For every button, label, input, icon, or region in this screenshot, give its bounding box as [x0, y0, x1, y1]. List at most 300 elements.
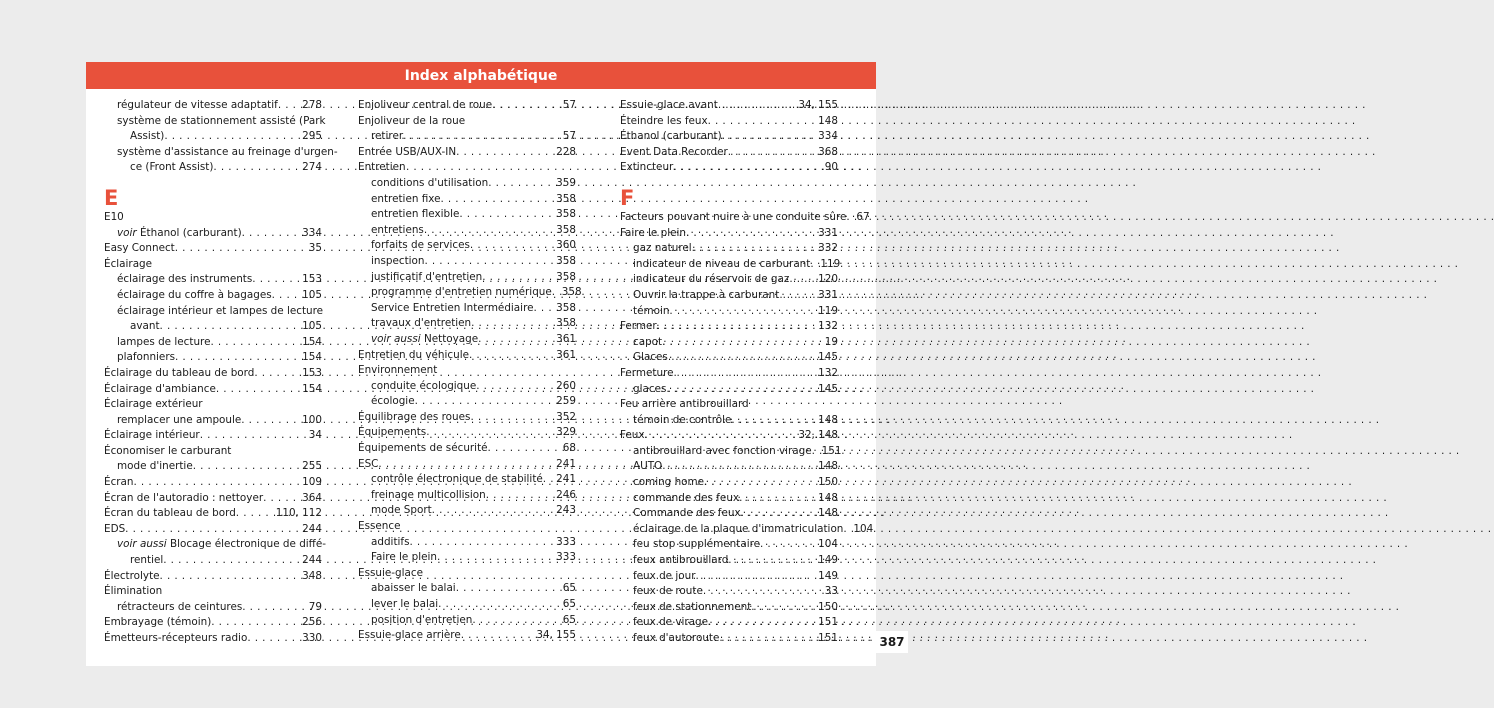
index-entry [104, 475, 322, 491]
index-entry [358, 270, 576, 286]
index-entry [620, 226, 838, 242]
entry-text: remplacer une ampoule [117, 413, 242, 426]
entry-text: Éthanol (carburant) [139, 226, 242, 239]
page-ref: 348 [302, 569, 322, 582]
index-entry [358, 254, 576, 270]
entry-text: glaces [633, 382, 667, 395]
index-entry [620, 444, 842, 460]
entry-text: Écran [104, 476, 134, 489]
dot-leader [242, 600, 304, 616]
index-entry [358, 192, 576, 208]
page-ref: 148 [818, 507, 838, 520]
entry-text: Glaces [633, 351, 668, 364]
dot-leader [278, 98, 298, 114]
entry-text: AUTO [633, 460, 663, 473]
entry-text: Fermer [620, 320, 657, 333]
index-entry [620, 569, 838, 585]
page-ref: 19 [824, 335, 838, 348]
entry-text: contrôle électronique de stabilité [371, 473, 543, 486]
page-ref: 148 [818, 491, 838, 504]
page-ref: 334 [302, 226, 322, 239]
dot-leader [459, 207, 552, 223]
entry-text: rétracteurs de ceintures [117, 600, 243, 613]
page-ref: 243 [556, 504, 576, 517]
page-ref: 33 [824, 585, 838, 598]
entry-text: gaz naturel [633, 242, 692, 255]
dot-leader [472, 613, 558, 629]
entry-text: Équilibrage des roues [358, 410, 471, 423]
index-entry [620, 366, 838, 382]
entry-text: Embrayage (témoin) [104, 616, 212, 629]
dot-leader [263, 491, 298, 507]
index-entry [358, 550, 576, 566]
entry-text: Faire le plein [371, 551, 437, 564]
page-ref: 329 [556, 426, 576, 439]
dot-leader [471, 316, 552, 332]
page-ref: 358 [556, 208, 576, 221]
index-entry [104, 615, 322, 631]
page-ref: 333 [556, 535, 576, 548]
dot-leader [438, 597, 559, 613]
page-ref: 358 [556, 192, 576, 205]
index-entry [104, 257, 322, 273]
entry-text: ESC [358, 457, 379, 470]
dot-leader [669, 304, 814, 320]
index-column-1 [104, 98, 338, 647]
index-entry [620, 615, 838, 631]
entry-text: Fermeture [620, 366, 674, 379]
page-ref: 246 [556, 488, 576, 501]
dot-leader [470, 238, 552, 254]
dot-leader [378, 457, 552, 473]
entry-text: feux de route [633, 585, 703, 598]
index-entry [104, 600, 322, 616]
dot-leader [486, 488, 552, 504]
entry-text: rentiel [130, 554, 164, 567]
index-entry [104, 491, 322, 507]
dot-leader [432, 503, 552, 519]
entry-text: Feux [620, 429, 645, 442]
dot-leader [160, 319, 299, 335]
page-ref: 330 [302, 632, 322, 644]
dot-leader [662, 459, 814, 475]
page-number: 387 [876, 631, 908, 653]
entry-text: témoin de contrôle [633, 413, 732, 426]
page-ref: 109 [302, 476, 322, 489]
index-entry [620, 241, 838, 257]
page-ref: 90 [824, 161, 838, 174]
page-ref: 32, 148 [798, 429, 838, 442]
index-entry [358, 581, 576, 597]
entry-text: E10 [104, 210, 124, 223]
page-ref: 332 [818, 242, 838, 255]
dot-leader [193, 459, 298, 475]
entry-text: lever le balai [371, 598, 439, 610]
index-entry [358, 488, 576, 504]
page-ref: 151 [818, 632, 838, 644]
entry-text: retirer [371, 130, 404, 143]
dot-leader [492, 98, 559, 114]
entry-text: feux de virage [633, 616, 709, 629]
entry-text: Élimination [104, 585, 163, 598]
entry-text: écologie [371, 395, 415, 408]
entry-text: mode d'inertie [117, 460, 193, 473]
dot-leader [200, 428, 305, 444]
entry-text: entretiens [371, 223, 424, 236]
dot-leader [708, 114, 815, 130]
index-entry [358, 566, 576, 582]
index-entry [104, 288, 322, 304]
index-entry [358, 176, 576, 192]
entry-text: Éclairage [104, 257, 153, 270]
index-entry [104, 145, 338, 161]
page-ref: 368 [818, 145, 838, 158]
entry-text: Éclairage du tableau de bord [104, 366, 255, 379]
index-entry [620, 631, 838, 647]
entry-text: Équipements de sécurité [358, 442, 488, 455]
page-ref: 145 [818, 351, 838, 364]
index-entry [104, 272, 322, 288]
index-column-2 [358, 98, 582, 644]
entry-text: feux de jour [633, 569, 696, 582]
index-entry [104, 98, 322, 114]
index-entry [620, 537, 838, 553]
index-entry [358, 472, 576, 488]
index-entry [620, 584, 838, 600]
entry-text: Essuie-glace [358, 566, 423, 579]
entry-text: entretien fixe [371, 192, 441, 205]
page-ref: 358 [556, 301, 576, 314]
entry-text: Éclairage extérieur [104, 398, 203, 411]
entry-text: Event Data Recorder [620, 145, 728, 158]
page-ref: 104 [818, 538, 838, 551]
index-entry [620, 413, 838, 429]
page-ref: 241 [556, 473, 576, 486]
index-entry [620, 350, 838, 366]
entry-text: système d'assistance au freinage d'urgen- [117, 145, 338, 158]
page-ref: 358 [556, 317, 576, 330]
index-entry [104, 537, 326, 553]
see-reference: voir aussi [117, 538, 167, 551]
index-entry [620, 459, 838, 475]
index-entry [358, 114, 576, 130]
dot-leader [488, 441, 559, 457]
entry-text: commande des feux [633, 491, 740, 504]
page-ref: 256 [302, 616, 322, 629]
dot-leader [534, 301, 553, 317]
entry-text: Éthanol (carburant) [620, 130, 722, 143]
entry-text: Extincteur [620, 161, 674, 174]
dot-leader [476, 379, 552, 395]
page-ref: 100 [302, 413, 322, 426]
dot-leader [674, 366, 815, 382]
entry-text: Enjoliveur de la roue [358, 114, 466, 127]
index-entry [620, 553, 838, 569]
entry-text: Nettoyage [423, 332, 479, 345]
entry-text: Environnement [358, 364, 438, 377]
dot-leader [456, 145, 552, 161]
page-ref: 120 [818, 273, 838, 286]
dot-leader [703, 584, 821, 600]
entry-text: coming home [633, 476, 705, 489]
dot-leader [488, 176, 552, 192]
page-ref: 34, 155 [798, 99, 838, 111]
index-entry [104, 459, 322, 475]
entry-text: antibrouillard avec fonction virage [633, 444, 812, 457]
dot-leader [668, 350, 814, 366]
index-entry [620, 160, 838, 176]
dot-leader [441, 192, 553, 208]
page-ref: 359 [556, 176, 576, 189]
entry-text: additifs [371, 535, 410, 548]
section-letter: F [620, 186, 635, 211]
entry-text: inspection [371, 254, 425, 267]
dot-leader [662, 335, 821, 351]
dot-leader [241, 413, 298, 429]
index-entry [620, 210, 870, 226]
index-entry [620, 114, 838, 130]
index-entry [104, 129, 322, 145]
dot-leader [456, 581, 559, 597]
index-column-3 [620, 98, 874, 647]
index-entry [358, 394, 576, 410]
entry-text: Économiser le carburant [104, 444, 232, 457]
dot-leader [692, 241, 815, 257]
index-entry [620, 145, 838, 161]
dot-leader [657, 319, 814, 335]
page-ref: 34, 155 [536, 629, 576, 642]
page-ref: 79 [308, 600, 322, 613]
index-entry [104, 304, 322, 320]
page-ref: 358 [556, 270, 576, 283]
entry-text: Facteurs pouvant nuire à une conduite sûre [620, 210, 847, 223]
page-ref: 65 [562, 613, 576, 626]
index-entry [104, 382, 322, 398]
dot-leader [213, 160, 298, 176]
index-entry [620, 428, 838, 444]
entry-text: Équipements [358, 426, 427, 439]
entry-text: Commande des feux [633, 507, 741, 520]
index-entry [358, 535, 576, 551]
index-entry [358, 519, 576, 535]
entry-text: Enjoliveur central de roue [358, 99, 493, 111]
section-letter: E [104, 186, 119, 211]
dot-leader [211, 615, 298, 631]
entry-text: Écran de l'autoradio : nettoyer [104, 491, 264, 504]
page-ref: 132 [818, 366, 838, 379]
page-ref: 148 [818, 460, 838, 473]
index-entry [358, 207, 576, 223]
entry-text: Blocage électronique de diffé- [169, 538, 326, 551]
dot-leader [461, 628, 533, 644]
index-entry [358, 503, 576, 519]
index-entry [358, 129, 576, 145]
index-entry [104, 319, 322, 335]
index-entry [104, 506, 322, 522]
page-ref: 361 [556, 332, 576, 345]
index-entry [358, 301, 576, 317]
index-entry [104, 569, 322, 585]
index-entry [620, 319, 838, 335]
index-entry [620, 397, 838, 413]
dot-leader [673, 160, 820, 176]
dot-leader [272, 288, 299, 304]
page-ref: 105 [302, 288, 322, 301]
entry-text: EDS [104, 522, 126, 535]
page-ref: 259 [556, 395, 576, 408]
index-entry [358, 316, 576, 332]
dot-leader [426, 425, 552, 441]
index-entry [358, 145, 576, 161]
index-entry [620, 522, 874, 538]
page-ref: 334 [818, 130, 838, 143]
entry-text: entretien flexible [371, 208, 460, 221]
dot-leader [731, 413, 814, 429]
page-ref: 145 [818, 382, 838, 395]
page-ref: 278 [302, 99, 322, 111]
entry-text: Feu arrière antibrouillard [620, 398, 749, 411]
index-entry [104, 350, 322, 366]
index-entry [620, 506, 838, 522]
page-ref: 274 [302, 161, 322, 174]
dot-leader [409, 535, 552, 551]
page-ref: 148 [818, 413, 838, 426]
page-ref: 260 [556, 379, 576, 392]
entry-text: Entretien [358, 161, 406, 174]
page-ref: 35 [308, 242, 322, 255]
page-ref: 34 [308, 429, 322, 442]
entry-text: témoin [633, 304, 670, 317]
page-ref: 352 [556, 410, 576, 423]
entry-text: Essuie-glace avant [620, 99, 718, 111]
entry-text: Essuie-glace arrière [358, 629, 461, 642]
index-entry [104, 241, 322, 257]
entry-text: abaisser le balai [371, 582, 456, 595]
index-entry [620, 600, 838, 616]
page-ref: 361 [556, 348, 576, 361]
index-entry [104, 631, 322, 647]
index-entry [358, 238, 576, 254]
index-entry [358, 379, 576, 395]
dot-leader [722, 129, 814, 145]
entry-text: position d'entretien [371, 613, 473, 626]
page-ref: 119 [818, 304, 838, 317]
page-ref: 295 [302, 130, 322, 143]
dot-leader [666, 382, 814, 398]
page-ref: 132 [818, 320, 838, 333]
page-ref: 150 [818, 476, 838, 489]
page-ref: 153 [302, 273, 322, 286]
index-entry [358, 441, 576, 457]
dot-leader [236, 506, 272, 522]
index-entry [358, 363, 576, 379]
page-ref: 331 [818, 226, 838, 239]
index-entry [104, 413, 322, 429]
dot-leader [134, 475, 299, 491]
entry-text: travaux d'entretien [371, 317, 472, 330]
dot-leader [728, 553, 814, 569]
see-reference: voir aussi [371, 332, 421, 345]
dot-leader [175, 241, 305, 257]
dot-leader [695, 569, 814, 585]
entry-text: régulateur de vitesse adaptatif [117, 99, 278, 111]
index-entry [104, 444, 322, 460]
entry-text: ce (Front Assist) [130, 161, 214, 174]
dot-leader [760, 537, 814, 553]
dot-leader [708, 615, 814, 631]
index-entry [358, 285, 582, 301]
entry-text: Électrolyte [104, 569, 160, 582]
entry-text: conduite écologique [371, 379, 477, 392]
dot-leader [424, 223, 552, 239]
index-entry [620, 335, 838, 351]
dot-leader [125, 522, 298, 538]
entry-text: Entretien du véhicule [358, 348, 469, 361]
entry-text: Émetteurs-récepteurs radio [104, 632, 248, 644]
page-ref: 149 [818, 554, 838, 567]
dot-leader [482, 270, 552, 286]
dot-leader [254, 366, 298, 382]
entry-text: freinage multicollision [371, 488, 486, 501]
page-ref: 244 [302, 554, 322, 567]
dot-leader [437, 550, 552, 566]
dot-leader [415, 394, 553, 410]
page-ref: 110, 112 [275, 507, 322, 520]
index-entry [104, 160, 322, 176]
entry-text: Éteindre les feux [620, 114, 708, 127]
entry-text: capot [633, 335, 663, 348]
dot-leader [741, 506, 815, 522]
entry-text: feux de stationnement [633, 600, 752, 613]
dot-leader [779, 288, 814, 304]
index-entry [620, 491, 838, 507]
entry-text: justificatif d'entretien [371, 270, 483, 283]
index-entry [358, 425, 576, 441]
index-entry [358, 628, 576, 644]
page-ref: 104 [853, 522, 874, 535]
entry-text: éclairage intérieur et lampes de lecture [117, 304, 324, 317]
page-ref: 360 [556, 239, 576, 252]
index-entry [620, 129, 838, 145]
page-ref: 57 [562, 99, 576, 111]
page-ref: 150 [818, 600, 838, 613]
index-entry [358, 223, 576, 239]
entry-text: indicateur de niveau de carburant [633, 257, 811, 270]
page-ref: 358 [556, 254, 576, 267]
page-ref: 358 [556, 223, 576, 236]
dot-leader [739, 491, 814, 507]
index-entry [620, 475, 838, 491]
index-entry [358, 348, 576, 364]
see-reference: voir [117, 226, 137, 239]
dot-leader [210, 335, 298, 351]
entry-text: Assist) [130, 130, 165, 143]
page-ref: 331 [818, 288, 838, 301]
page-ref: 333 [556, 551, 576, 564]
page-ref: 57 [562, 130, 576, 143]
entry-text: feu stop supplémentaire [633, 538, 761, 551]
dot-leader [728, 145, 814, 161]
index-entry [104, 584, 322, 600]
entry-text: Service Entretien Intermédiaire [371, 301, 534, 314]
entry-text: éclairage de la plaque d'immatriculation [633, 522, 844, 535]
dot-leader [686, 226, 814, 242]
dot-leader [242, 226, 299, 242]
entry-text: Éclairage d'ambiance [104, 382, 216, 395]
page-ref: 67 [856, 210, 870, 223]
entry-text: forfaits de services [371, 239, 470, 252]
index-entry [620, 288, 838, 304]
